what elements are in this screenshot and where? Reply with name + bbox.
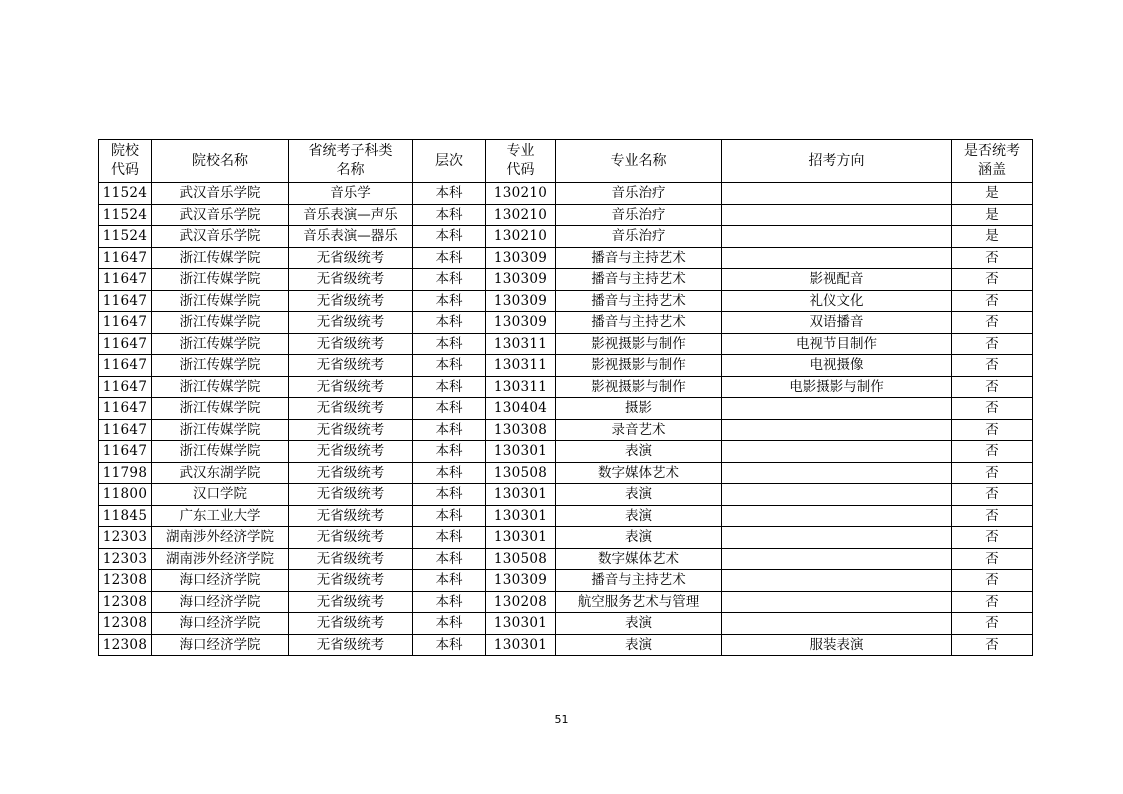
major-code-cell: 130309: [486, 247, 556, 269]
covered-cell: 否: [952, 570, 1033, 592]
table-row: [99, 269, 1033, 291]
major-name-cell: 表演: [556, 527, 722, 549]
major-name-cell: 音乐治疗: [556, 183, 722, 205]
school-name-cell: 海口经济学院: [152, 634, 289, 656]
major-name-cell: 表演: [556, 441, 722, 463]
school-code-cell: 11647: [99, 312, 152, 334]
table-row: [99, 634, 1033, 656]
subcategory-cell: 无省级统考: [289, 527, 413, 549]
major-code-cell: 130311: [486, 333, 556, 355]
header-school-code: [99, 140, 152, 183]
table-row: [99, 398, 1033, 420]
header-level: [413, 140, 486, 183]
major-code-cell: 130309: [486, 290, 556, 312]
direction-cell: [722, 462, 952, 484]
table-row: [99, 591, 1033, 613]
level-cell: 本科: [413, 505, 486, 527]
table-row: [99, 204, 1033, 226]
major-name-cell: 播音与主持艺术: [556, 247, 722, 269]
table-row: [99, 570, 1033, 592]
covered-cell: 否: [952, 527, 1033, 549]
direction-cell: [722, 548, 952, 570]
table-body: [99, 183, 1033, 656]
header-direction-label: 招考方向: [808, 152, 865, 169]
subcategory-cell: 无省级统考: [289, 548, 413, 570]
major-code-cell: 130210: [486, 204, 556, 226]
school-name-cell: 浙江传媒学院: [152, 419, 289, 441]
subcategory-cell: 无省级统考: [289, 613, 413, 635]
school-code-cell: 11524: [99, 226, 152, 248]
major-name-cell: 表演: [556, 634, 722, 656]
direction-cell: 电视节目制作: [722, 333, 952, 355]
header-covered-label: 是否统考 涵盖: [964, 143, 1020, 178]
direction-cell: [722, 570, 952, 592]
covered-cell: 否: [952, 419, 1033, 441]
level-cell: 本科: [413, 570, 486, 592]
covered-cell: 是: [952, 204, 1033, 226]
covered-cell: 否: [952, 634, 1033, 656]
covered-cell: 否: [952, 484, 1033, 506]
major-name-cell: 播音与主持艺术: [556, 570, 722, 592]
header-school-name: [152, 140, 289, 183]
level-cell: 本科: [413, 527, 486, 549]
level-cell: 本科: [413, 441, 486, 463]
header-school-name-label: 院校名称: [192, 152, 248, 169]
table-row: [99, 441, 1033, 463]
direction-cell: [722, 441, 952, 463]
school-code-cell: 11524: [99, 183, 152, 205]
header-school-code-label: 院校 代码: [111, 143, 139, 178]
school-name-cell: 汉口学院: [152, 484, 289, 506]
school-code-cell: 11647: [99, 419, 152, 441]
school-code-cell: 11647: [99, 333, 152, 355]
school-name-cell: 浙江传媒学院: [152, 290, 289, 312]
major-code-cell: 130301: [486, 505, 556, 527]
major-code-cell: 130309: [486, 312, 556, 334]
major-name-cell: 播音与主持艺术: [556, 312, 722, 334]
direction-cell: 双语播音: [722, 312, 952, 334]
major-name-cell: 表演: [556, 484, 722, 506]
major-code-cell: 130308: [486, 419, 556, 441]
school-code-cell: 11647: [99, 398, 152, 420]
direction-cell: 影视配音: [722, 269, 952, 291]
direction-cell: [722, 183, 952, 205]
covered-cell: 否: [952, 290, 1033, 312]
major-name-cell: 航空服务艺术与管理: [556, 591, 722, 613]
school-name-cell: 海口经济学院: [152, 613, 289, 635]
major-name-cell: 音乐治疗: [556, 204, 722, 226]
major-code-cell: 130301: [486, 441, 556, 463]
major-name-cell: 影视摄影与制作: [556, 355, 722, 377]
major-code-cell: 130309: [486, 570, 556, 592]
school-name-cell: 浙江传媒学院: [152, 247, 289, 269]
school-code-cell: 11647: [99, 269, 152, 291]
covered-cell: 否: [952, 333, 1033, 355]
major-code-cell: 130404: [486, 398, 556, 420]
page-number: 51: [554, 713, 569, 726]
major-name-cell: 播音与主持艺术: [556, 290, 722, 312]
school-name-cell: 武汉东湖学院: [152, 462, 289, 484]
table-row: [99, 505, 1033, 527]
school-name-cell: 海口经济学院: [152, 591, 289, 613]
major-code-cell: 130210: [486, 183, 556, 205]
major-code-cell: 130208: [486, 591, 556, 613]
table-row: [99, 312, 1033, 334]
major-name-cell: 影视摄影与制作: [556, 333, 722, 355]
major-code-cell: 130301: [486, 634, 556, 656]
major-code-cell: 130311: [486, 376, 556, 398]
major-code-cell: 130301: [486, 484, 556, 506]
covered-cell: 否: [952, 462, 1033, 484]
table-header-row: [99, 140, 1033, 183]
school-name-cell: 湖南涉外经济学院: [152, 548, 289, 570]
table-row: [99, 419, 1033, 441]
major-name-cell: 表演: [556, 613, 722, 635]
direction-cell: [722, 247, 952, 269]
major-name-cell: 表演: [556, 505, 722, 527]
header-covered: [952, 140, 1033, 183]
direction-cell: [722, 505, 952, 527]
level-cell: 本科: [413, 462, 486, 484]
school-name-cell: 浙江传媒学院: [152, 398, 289, 420]
school-code-cell: 11800: [99, 484, 152, 506]
subcategory-cell: 音乐表演—声乐: [289, 204, 413, 226]
level-cell: 本科: [413, 226, 486, 248]
major-name-cell: 录音艺术: [556, 419, 722, 441]
subcategory-cell: 音乐表演—器乐: [289, 226, 413, 248]
direction-cell: [722, 226, 952, 248]
school-code-cell: 11845: [99, 505, 152, 527]
table-row: [99, 183, 1033, 205]
major-name-cell: 音乐治疗: [556, 226, 722, 248]
level-cell: 本科: [413, 312, 486, 334]
covered-cell: 否: [952, 613, 1033, 635]
header-major-code-label: 专业 代码: [506, 143, 535, 178]
direction-cell: 电视摄像: [722, 355, 952, 377]
school-name-cell: 浙江传媒学院: [152, 333, 289, 355]
level-cell: 本科: [413, 591, 486, 613]
school-code-cell: 11798: [99, 462, 152, 484]
school-name-cell: 浙江传媒学院: [152, 355, 289, 377]
subcategory-cell: 无省级统考: [289, 290, 413, 312]
table-row: [99, 548, 1033, 570]
header-major-code: [486, 140, 556, 183]
level-cell: 本科: [413, 247, 486, 269]
school-code-cell: 11647: [99, 355, 152, 377]
header-subcategory: [289, 140, 413, 183]
school-code-cell: 12303: [99, 548, 152, 570]
level-cell: 本科: [413, 290, 486, 312]
subcategory-cell: 无省级统考: [289, 333, 413, 355]
covered-cell: 否: [952, 398, 1033, 420]
school-name-cell: 武汉音乐学院: [152, 226, 289, 248]
major-code-cell: 130508: [486, 548, 556, 570]
table-row: [99, 333, 1033, 355]
level-cell: 本科: [413, 376, 486, 398]
subcategory-cell: 音乐学: [289, 183, 413, 205]
direction-cell: [722, 613, 952, 635]
level-cell: 本科: [413, 333, 486, 355]
level-cell: 本科: [413, 269, 486, 291]
level-cell: 本科: [413, 484, 486, 506]
school-code-cell: 12303: [99, 527, 152, 549]
level-cell: 本科: [413, 419, 486, 441]
covered-cell: 否: [952, 376, 1033, 398]
covered-cell: 是: [952, 183, 1033, 205]
school-name-cell: 浙江传媒学院: [152, 376, 289, 398]
school-code-cell: 11647: [99, 247, 152, 269]
direction-cell: 礼仪文化: [722, 290, 952, 312]
level-cell: 本科: [413, 634, 486, 656]
table-row: [99, 484, 1033, 506]
level-cell: 本科: [413, 548, 486, 570]
direction-cell: 服装表演: [722, 634, 952, 656]
table-row: [99, 462, 1033, 484]
major-code-cell: 130301: [486, 613, 556, 635]
admissions-table: [98, 139, 1033, 656]
table-row: [99, 527, 1033, 549]
covered-cell: 否: [952, 247, 1033, 269]
covered-cell: 否: [952, 269, 1033, 291]
level-cell: 本科: [413, 183, 486, 205]
header-major-name: [556, 140, 722, 183]
major-name-cell: 摄影: [556, 398, 722, 420]
subcategory-cell: 无省级统考: [289, 269, 413, 291]
school-code-cell: 12308: [99, 591, 152, 613]
covered-cell: 否: [952, 591, 1033, 613]
major-name-cell: 数字媒体艺术: [556, 548, 722, 570]
subcategory-cell: 无省级统考: [289, 312, 413, 334]
subcategory-cell: 无省级统考: [289, 505, 413, 527]
subcategory-cell: 无省级统考: [289, 441, 413, 463]
direction-cell: [722, 591, 952, 613]
level-cell: 本科: [413, 355, 486, 377]
subcategory-cell: 无省级统考: [289, 247, 413, 269]
direction-cell: [722, 204, 952, 226]
header-direction: [722, 140, 952, 183]
school-name-cell: 浙江传媒学院: [152, 441, 289, 463]
major-code-cell: 130309: [486, 269, 556, 291]
school-code-cell: 11647: [99, 376, 152, 398]
covered-cell: 否: [952, 355, 1033, 377]
major-code-cell: 130301: [486, 527, 556, 549]
subcategory-cell: 无省级统考: [289, 355, 413, 377]
school-code-cell: 12308: [99, 570, 152, 592]
covered-cell: 否: [952, 312, 1033, 334]
school-name-cell: 武汉音乐学院: [152, 183, 289, 205]
school-name-cell: 海口经济学院: [152, 570, 289, 592]
table-row: [99, 226, 1033, 248]
school-name-cell: 武汉音乐学院: [152, 204, 289, 226]
direction-cell: [722, 484, 952, 506]
covered-cell: 否: [952, 548, 1033, 570]
school-code-cell: 11647: [99, 441, 152, 463]
major-code-cell: 130311: [486, 355, 556, 377]
subcategory-cell: 无省级统考: [289, 634, 413, 656]
major-name-cell: 播音与主持艺术: [556, 269, 722, 291]
school-code-cell: 11647: [99, 290, 152, 312]
table-row: [99, 613, 1033, 635]
subcategory-cell: 无省级统考: [289, 570, 413, 592]
subcategory-cell: 无省级统考: [289, 462, 413, 484]
direction-cell: [722, 398, 952, 420]
school-name-cell: 浙江传媒学院: [152, 312, 289, 334]
direction-cell: 电影摄影与制作: [722, 376, 952, 398]
major-name-cell: 影视摄影与制作: [556, 376, 722, 398]
header-level-label: 层次: [435, 152, 463, 169]
school-name-cell: 广东工业大学: [152, 505, 289, 527]
table-row: [99, 247, 1033, 269]
direction-cell: [722, 527, 952, 549]
table-row: [99, 355, 1033, 377]
major-name-cell: 数字媒体艺术: [556, 462, 722, 484]
table-row: [99, 290, 1033, 312]
table-row: [99, 376, 1033, 398]
header-major-name-label: 专业名称: [610, 152, 667, 169]
covered-cell: 否: [952, 505, 1033, 527]
school-code-cell: 12308: [99, 613, 152, 635]
subcategory-cell: 无省级统考: [289, 591, 413, 613]
direction-cell: [722, 419, 952, 441]
level-cell: 本科: [413, 398, 486, 420]
level-cell: 本科: [413, 204, 486, 226]
subcategory-cell: 无省级统考: [289, 419, 413, 441]
subcategory-cell: 无省级统考: [289, 398, 413, 420]
school-code-cell: 12308: [99, 634, 152, 656]
covered-cell: 是: [952, 226, 1033, 248]
school-name-cell: 湖南涉外经济学院: [152, 527, 289, 549]
school-code-cell: 11524: [99, 204, 152, 226]
major-code-cell: 130210: [486, 226, 556, 248]
major-code-cell: 130508: [486, 462, 556, 484]
header-subcategory-label: 省统考子科类 名称: [308, 143, 393, 178]
covered-cell: 否: [952, 441, 1033, 463]
level-cell: 本科: [413, 613, 486, 635]
subcategory-cell: 无省级统考: [289, 484, 413, 506]
school-name-cell: 浙江传媒学院: [152, 269, 289, 291]
subcategory-cell: 无省级统考: [289, 376, 413, 398]
